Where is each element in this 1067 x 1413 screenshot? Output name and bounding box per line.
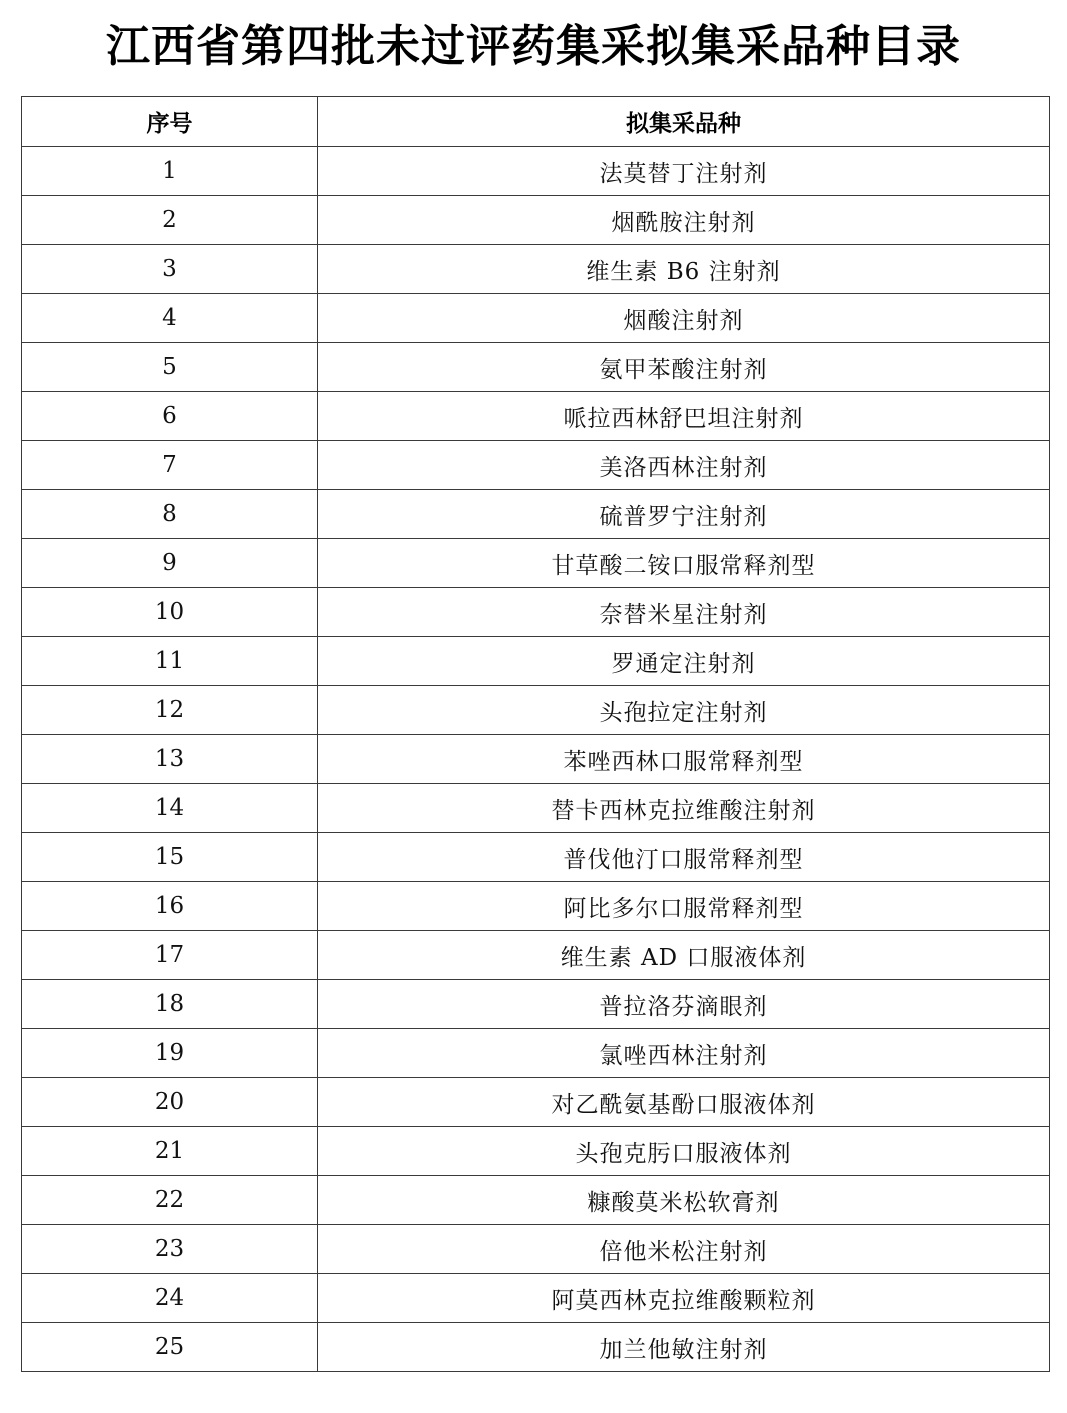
row-variety-name: 替卡西林克拉维酸注射剂 <box>318 784 1050 833</box>
row-index: 23 <box>22 1225 318 1274</box>
row-variety-name: 哌拉西林舒巴坦注射剂 <box>318 392 1050 441</box>
row-index: 11 <box>22 637 318 686</box>
document-title: 江西省第四批未过评药集采拟集采品种目录 <box>106 21 961 72</box>
row-variety-name: 维生素 AD 口服液体剂 <box>318 931 1050 980</box>
row-index: 17 <box>22 931 318 980</box>
row-index: 2 <box>22 196 318 245</box>
column-header-index: 序号 <box>22 97 318 147</box>
row-index: 5 <box>22 343 318 392</box>
row-variety-name: 普拉洛芬滴眼剂 <box>318 980 1050 1029</box>
row-variety-name: 法莫替丁注射剂 <box>318 147 1050 196</box>
row-index: 15 <box>22 833 318 882</box>
row-variety-name: 烟酸注射剂 <box>318 294 1050 343</box>
row-variety-name: 氨甲苯酸注射剂 <box>318 343 1050 392</box>
table-row <box>22 1176 1050 1225</box>
row-variety-name: 阿莫西林克拉维酸颗粒剂 <box>318 1274 1050 1323</box>
row-index: 8 <box>22 490 318 539</box>
row-index: 13 <box>22 735 318 784</box>
row-index: 20 <box>22 1078 318 1127</box>
table-header <box>22 97 1050 147</box>
row-variety-name: 加兰他敏注射剂 <box>318 1323 1050 1372</box>
row-index: 22 <box>22 1176 318 1225</box>
header-row <box>22 97 1050 147</box>
row-variety-name: 硫普罗宁注射剂 <box>318 490 1050 539</box>
column-header-variety: 拟集采品种 <box>318 97 1050 147</box>
table-row <box>22 735 1050 784</box>
table-row <box>22 1225 1050 1274</box>
row-index: 21 <box>22 1127 318 1176</box>
table-row <box>22 784 1050 833</box>
table-row <box>22 294 1050 343</box>
row-variety-name: 头孢克肟口服液体剂 <box>318 1127 1050 1176</box>
row-variety-name: 维生素 B6 注射剂 <box>318 245 1050 294</box>
table-row <box>22 1127 1050 1176</box>
row-index: 10 <box>22 588 318 637</box>
table-row <box>22 1274 1050 1323</box>
row-index: 19 <box>22 1029 318 1078</box>
table-row <box>22 1323 1050 1372</box>
row-index: 25 <box>22 1323 318 1372</box>
row-variety-name: 对乙酰氨基酚口服液体剂 <box>318 1078 1050 1127</box>
row-index: 7 <box>22 441 318 490</box>
row-variety-name: 奈替米星注射剂 <box>318 588 1050 637</box>
table-row <box>22 490 1050 539</box>
table-row <box>22 931 1050 980</box>
table-row <box>22 343 1050 392</box>
row-variety-name: 苯唑西林口服常释剂型 <box>318 735 1050 784</box>
table-row <box>22 196 1050 245</box>
row-index: 24 <box>22 1274 318 1323</box>
table-row <box>22 147 1050 196</box>
table-row <box>22 1078 1050 1127</box>
table-row <box>22 980 1050 1029</box>
row-index: 18 <box>22 980 318 1029</box>
row-variety-name: 倍他米松注射剂 <box>318 1225 1050 1274</box>
row-variety-name: 阿比多尔口服常释剂型 <box>318 882 1050 931</box>
row-index: 9 <box>22 539 318 588</box>
row-index: 3 <box>22 245 318 294</box>
row-index: 1 <box>22 147 318 196</box>
row-index: 6 <box>22 392 318 441</box>
row-index: 14 <box>22 784 318 833</box>
row-variety-name: 头孢拉定注射剂 <box>318 686 1050 735</box>
table-row <box>22 441 1050 490</box>
row-variety-name: 普伐他汀口服常释剂型 <box>318 833 1050 882</box>
catalog-table <box>21 96 1050 1372</box>
table-row <box>22 588 1050 637</box>
row-variety-name: 罗通定注射剂 <box>318 637 1050 686</box>
table-row <box>22 833 1050 882</box>
row-index: 12 <box>22 686 318 735</box>
table-row <box>22 637 1050 686</box>
table-row <box>22 539 1050 588</box>
row-index: 16 <box>22 882 318 931</box>
table-row <box>22 882 1050 931</box>
row-variety-name: 糠酸莫米松软膏剂 <box>318 1176 1050 1225</box>
table-row <box>22 686 1050 735</box>
row-variety-name: 美洛西林注射剂 <box>318 441 1050 490</box>
table-row <box>22 245 1050 294</box>
row-index: 4 <box>22 294 318 343</box>
table-row <box>22 1029 1050 1078</box>
row-variety-name: 氯唑西林注射剂 <box>318 1029 1050 1078</box>
table-row <box>22 392 1050 441</box>
row-variety-name: 甘草酸二铵口服常释剂型 <box>318 539 1050 588</box>
table-body <box>22 147 1050 1372</box>
row-variety-name: 烟酰胺注射剂 <box>318 196 1050 245</box>
